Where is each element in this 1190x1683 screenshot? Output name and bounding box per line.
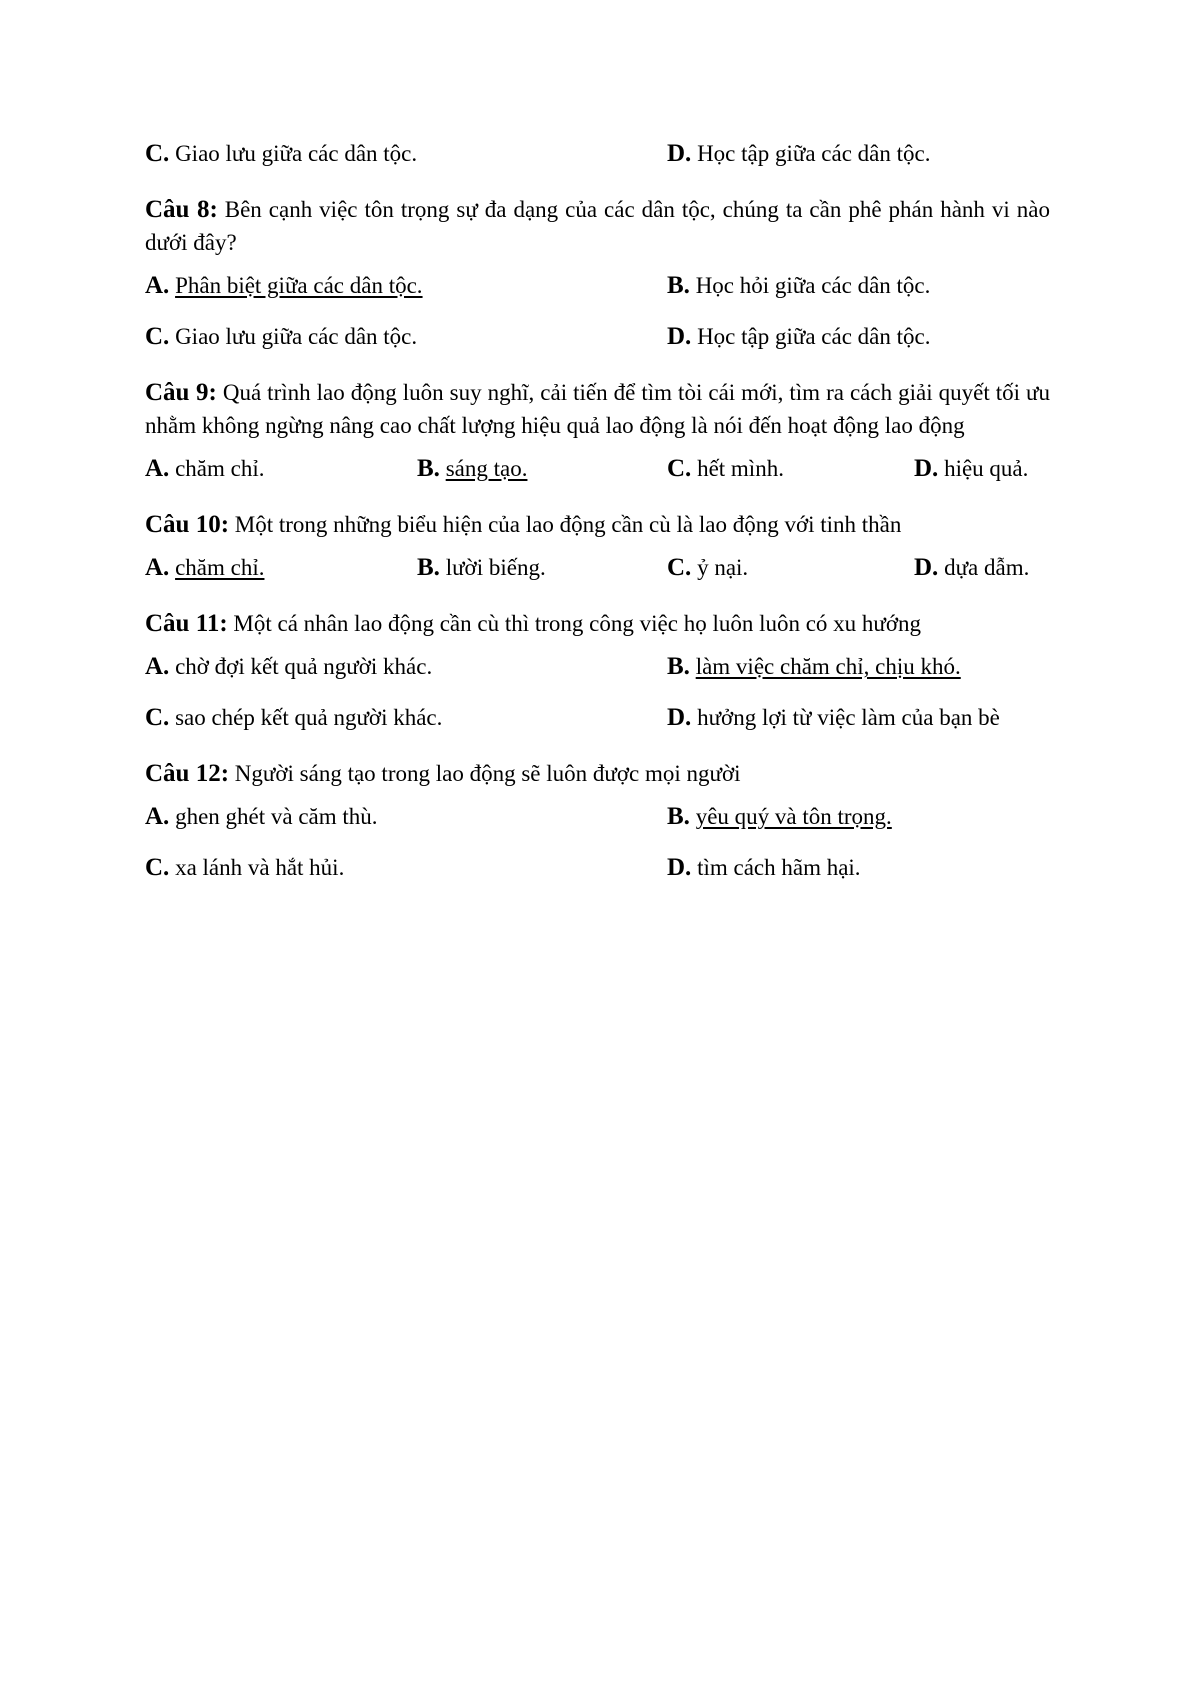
answer-option <box>145 856 344 880</box>
answer-row <box>145 325 1050 349</box>
option-text: sao chép kết quả người khác. <box>175 705 443 730</box>
option-letter: C. <box>667 455 692 482</box>
question-body: Bên cạnh việc tôn trọng sự đa dạng của các dân tộc, chúng ta cần phê phán hành vi nào dưới đây? <box>145 197 1050 255</box>
option-text: Học tập giữa các dân tộc. <box>697 324 931 349</box>
option-letter: A. <box>145 554 170 581</box>
question-text <box>145 607 1050 640</box>
answer-option <box>417 556 546 580</box>
correct-answer-text: làm việc chăm chỉ, chịu khó. <box>695 654 961 679</box>
answer-option <box>667 856 861 880</box>
answer-row <box>145 655 1050 679</box>
option-text: dựa dẫm. <box>944 555 1030 580</box>
question-number: Câu 11: <box>145 610 228 637</box>
answer-option <box>145 556 264 580</box>
answer-row <box>145 142 1050 166</box>
answer-option <box>145 655 432 679</box>
option-text: ghen ghét và căm thù. <box>175 804 378 829</box>
answer-row <box>145 457 1050 481</box>
option-text: Giao lưu giữa các dân tộc. <box>175 324 418 349</box>
question-number: Câu 9: <box>145 379 217 406</box>
option-letter: D. <box>667 140 692 167</box>
option-letter: A. <box>145 272 170 299</box>
question-text <box>145 193 1050 259</box>
answer-option <box>914 457 1028 481</box>
option-text: Giao lưu giữa các dân tộc. <box>175 141 418 166</box>
answer-option <box>145 805 378 829</box>
answer-option <box>914 556 1029 580</box>
question-text <box>145 757 1050 790</box>
option-text: Học tập giữa các dân tộc. <box>697 141 931 166</box>
option-letter: B. <box>667 272 690 299</box>
option-letter: A. <box>145 803 170 830</box>
answer-row <box>145 706 1050 730</box>
answer-row <box>145 556 1050 580</box>
answer-option <box>667 457 784 481</box>
option-letter: C. <box>667 554 692 581</box>
answer-option <box>667 655 961 679</box>
answer-option <box>667 805 892 829</box>
option-text: lười biếng. <box>445 555 546 580</box>
option-letter: B. <box>417 455 440 482</box>
option-text: chăm chỉ. <box>175 456 265 481</box>
question-number: Câu 12: <box>145 760 230 787</box>
answer-option <box>667 274 930 298</box>
option-letter: C. <box>145 704 170 731</box>
answer-row <box>145 805 1050 829</box>
option-letter: D. <box>914 554 939 581</box>
option-letter: B. <box>667 653 690 680</box>
answer-option <box>145 706 442 730</box>
option-letter: C. <box>145 854 170 881</box>
option-letter: D. <box>667 854 692 881</box>
question-text <box>145 508 1050 541</box>
option-letter: C. <box>145 323 170 350</box>
option-text: tìm cách hãm hại. <box>697 855 861 880</box>
correct-answer-text: Phân biệt giữa các dân tộc. <box>175 273 423 298</box>
answer-option <box>667 142 930 166</box>
option-letter: D. <box>667 704 692 731</box>
option-text: hết mình. <box>697 456 784 481</box>
question-text <box>145 376 1050 442</box>
answer-option <box>417 457 527 481</box>
option-letter: B. <box>667 803 690 830</box>
question-number: Câu 8: <box>145 196 218 223</box>
answer-option <box>145 142 417 166</box>
option-text: Học hỏi giữa các dân tộc. <box>695 273 931 298</box>
option-letter: A. <box>145 653 170 680</box>
option-letter: B. <box>417 554 440 581</box>
question-number: Câu 10: <box>145 511 230 538</box>
option-letter: D. <box>667 323 692 350</box>
answer-option <box>667 706 1000 730</box>
quiz-content <box>145 142 1050 907</box>
answer-option <box>667 556 748 580</box>
answer-option <box>667 325 930 349</box>
answer-row <box>145 856 1050 880</box>
option-text: chờ đợi kết quả người khác. <box>175 654 433 679</box>
option-letter: A. <box>145 455 170 482</box>
option-text: hiệu quả. <box>944 456 1029 481</box>
correct-answer-text: chăm chỉ. <box>175 555 265 580</box>
option-text: ỷ nại. <box>697 555 749 580</box>
question-body: Người sáng tạo trong lao động sẽ luôn được mọi người <box>234 761 741 786</box>
answer-row <box>145 274 1050 298</box>
question-body: Một trong những biểu hiện của lao động cần cù là lao động với tinh thần <box>234 512 902 537</box>
option-text: hưởng lợi từ việc làm của bạn bè <box>697 705 1000 730</box>
answer-option <box>145 457 264 481</box>
option-letter: C. <box>145 140 170 167</box>
correct-answer-text: yêu quý và tôn trọng. <box>695 804 892 829</box>
answer-option <box>145 325 417 349</box>
answer-option <box>145 274 423 298</box>
question-body: Một cá nhân lao động cần cù thì trong công việc họ luôn luôn có xu hướng <box>233 611 922 636</box>
correct-answer-text: sáng tạo. <box>445 456 528 481</box>
question-body: Quá trình lao động luôn suy nghĩ, cải tiến để tìm tòi cái mới, tìm ra cách giải quyết tối ưu nhằm không ngừng nâng cao chất lượng hiệu quả lao động là nói đến hoạt động lao động <box>145 380 1051 438</box>
option-text: xa lánh và hắt hủi. <box>175 855 345 880</box>
option-letter: D. <box>914 455 939 482</box>
